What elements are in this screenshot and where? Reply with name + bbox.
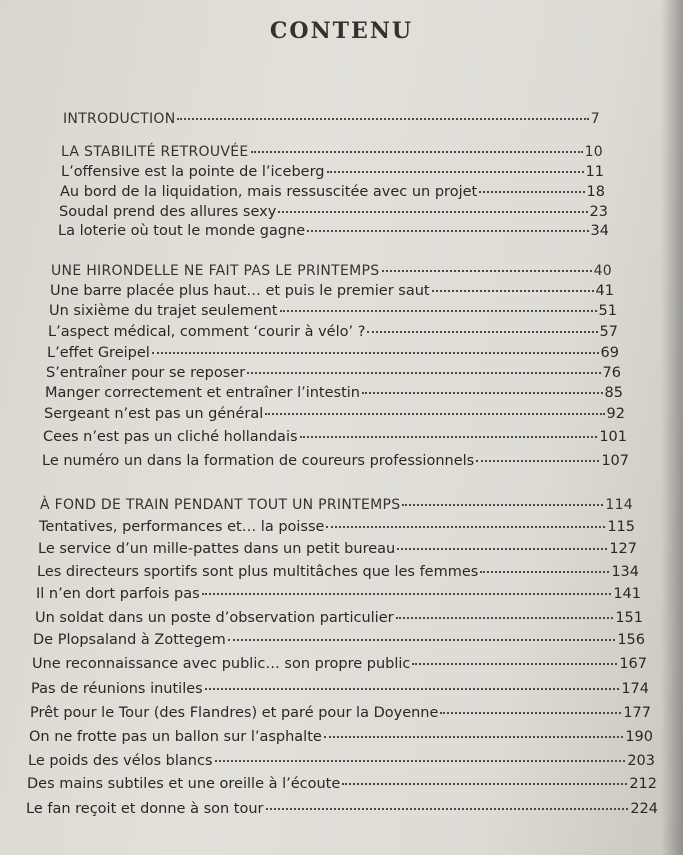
page-number: 174	[621, 681, 649, 697]
toc-entry	[58, 222, 609, 240]
toc-entry	[47, 344, 619, 362]
dot-leader	[300, 436, 598, 438]
dot-leader	[479, 191, 584, 193]
dot-leader	[432, 290, 594, 292]
entry-title: Le numéro un dans la formation de coureurs professionnels	[42, 453, 475, 469]
section-heading: INTRODUCTION	[63, 111, 176, 127]
page-title: CONTENU	[269, 18, 414, 44]
entry-title: Un sixième du trajet seulement	[49, 303, 278, 319]
toc-entry	[44, 405, 625, 423]
entry-title: L’offensive est la pointe de l’iceberg	[61, 164, 325, 180]
dot-leader	[266, 808, 629, 810]
toc-entry	[36, 585, 641, 603]
entry-title: L’aspect médical, comment ‘courir à vélo’ ?	[48, 324, 366, 340]
dot-leader	[177, 118, 588, 120]
section-heading: À FOND DE TRAIN PENDANT TOUT UN PRINTEMPS	[40, 497, 401, 513]
page-number: 115	[607, 519, 635, 535]
entry-title: Prêt pour le Tour (des Flandres) et paré pour la Doyenne	[30, 705, 439, 721]
page-number: 151	[615, 610, 643, 626]
page-number: 114	[605, 497, 633, 513]
toc-entry	[31, 680, 649, 698]
dot-leader	[280, 310, 597, 312]
entry-title: Une reconnaissance avec public… son propre public	[32, 656, 411, 672]
toc-entry	[46, 364, 621, 382]
dot-leader	[397, 548, 607, 550]
entry-title: Des mains subtiles et une oreille à l’écoute	[27, 776, 341, 792]
entry-title: De Plopsaland à Zottegem	[33, 632, 226, 648]
dot-leader	[367, 331, 597, 333]
dot-leader	[476, 460, 599, 462]
dot-leader	[215, 760, 626, 762]
entry-title: Tentatives, performances et… la poisse	[39, 519, 325, 535]
entry-title: Soudal prend des allures sexy	[59, 204, 277, 220]
dot-leader	[412, 663, 617, 665]
toc-entry	[29, 728, 653, 746]
toc-entry	[45, 384, 623, 402]
section-heading: LA STABILITÉ RETROUVÉE	[61, 144, 249, 160]
dot-leader	[278, 211, 587, 213]
page-number: 134	[611, 564, 639, 580]
entry-title: Les directeurs sportifs sont plus multitâches que les femmes	[37, 564, 479, 580]
entry-title: Le service d’un mille-pattes dans un petit bureau	[38, 541, 396, 557]
toc-entry	[43, 428, 627, 446]
dot-leader	[324, 736, 623, 738]
toc-entry	[49, 302, 617, 320]
entry-title: On ne frotte pas un ballon sur l’asphalte	[29, 729, 322, 745]
page-number: 7	[590, 111, 600, 127]
toc-entry	[33, 631, 645, 649]
page-number: 141	[613, 586, 641, 602]
dot-leader	[440, 712, 621, 714]
dot-leader	[265, 413, 604, 415]
page-number: 85	[604, 385, 623, 401]
dot-leader	[152, 352, 599, 354]
toc-section-heading	[51, 262, 612, 280]
dot-leader	[307, 230, 588, 232]
page-number: 40	[593, 263, 612, 279]
toc-entry	[48, 323, 618, 341]
page-number: 34	[590, 223, 609, 239]
page-number: 76	[602, 365, 621, 381]
toc-entry	[26, 800, 658, 818]
page-number: 69	[600, 345, 619, 361]
entry-title: S’entraîner pour se reposer	[46, 365, 246, 381]
page-number: 57	[599, 324, 618, 340]
toc-entry	[28, 752, 655, 770]
toc-entry	[50, 282, 614, 300]
dot-leader	[202, 593, 612, 595]
page-number: 18	[586, 184, 605, 200]
toc-entry	[38, 540, 637, 558]
page-number: 177	[623, 705, 651, 721]
entry-title: La loterie où tout le monde gagne	[58, 223, 306, 239]
page-number: 41	[595, 283, 614, 299]
toc-entry	[60, 183, 605, 201]
dot-leader	[205, 688, 620, 690]
page-number: 127	[609, 541, 637, 557]
dot-leader	[327, 171, 584, 173]
page-number: 167	[619, 656, 647, 672]
dot-leader	[396, 617, 614, 619]
dot-leader	[402, 504, 603, 506]
toc-section-heading	[63, 110, 600, 128]
dot-leader	[382, 270, 592, 272]
toc-entry	[59, 203, 608, 221]
toc-entry	[35, 609, 643, 627]
dot-leader	[247, 372, 600, 374]
page-number: 212	[629, 776, 657, 792]
entry-title: Pas de réunions inutiles	[31, 681, 203, 697]
entry-title: Sergeant n’est pas un général	[44, 406, 264, 422]
entry-title: Il n’en dort parfois pas	[36, 586, 200, 602]
dot-leader	[251, 151, 583, 153]
page-number: 107	[601, 453, 629, 469]
dot-leader	[342, 783, 627, 785]
toc-entry	[32, 655, 647, 673]
page-number: 23	[589, 204, 608, 220]
dot-leader	[326, 526, 605, 528]
toc-section-heading	[61, 143, 603, 161]
toc-entry	[39, 518, 635, 536]
page-number: 190	[625, 729, 653, 745]
entry-title: Cees n’est pas un cliché hollandais	[43, 429, 298, 445]
dot-leader	[480, 571, 609, 573]
entry-title: Le poids des vélos blancs	[28, 753, 213, 769]
dot-leader	[228, 639, 616, 641]
entry-title: Un soldat dans un poste d’observation particulier	[35, 610, 394, 626]
page-number: 11	[585, 164, 604, 180]
toc-entry	[37, 563, 639, 581]
toc-entry	[42, 452, 629, 470]
page-number: 203	[627, 753, 655, 769]
toc-entry	[27, 775, 657, 793]
toc-entry	[30, 704, 651, 722]
entry-title: Au bord de la liquidation, mais ressuscitée avec un projet	[60, 184, 478, 200]
page-number: 51	[598, 303, 617, 319]
toc-entry	[61, 163, 604, 181]
entry-title: Le fan reçoit et donne à son tour	[26, 801, 264, 817]
dot-leader	[362, 392, 603, 394]
page-number: 92	[606, 406, 625, 422]
page-number: 156	[617, 632, 645, 648]
section-heading: UNE HIRONDELLE NE FAIT PAS LE PRINTEMPS	[51, 263, 380, 279]
entry-title: Manger correctement et entraîner l’intestin	[45, 385, 360, 401]
toc-section-heading	[40, 496, 633, 514]
page-number: 224	[630, 801, 658, 817]
page-number: 10	[584, 144, 603, 160]
entry-title: L’effet Greipel	[47, 345, 150, 361]
entry-title: Une barre placée plus haut… et puis le premier saut	[50, 283, 430, 299]
page-number: 101	[599, 429, 627, 445]
